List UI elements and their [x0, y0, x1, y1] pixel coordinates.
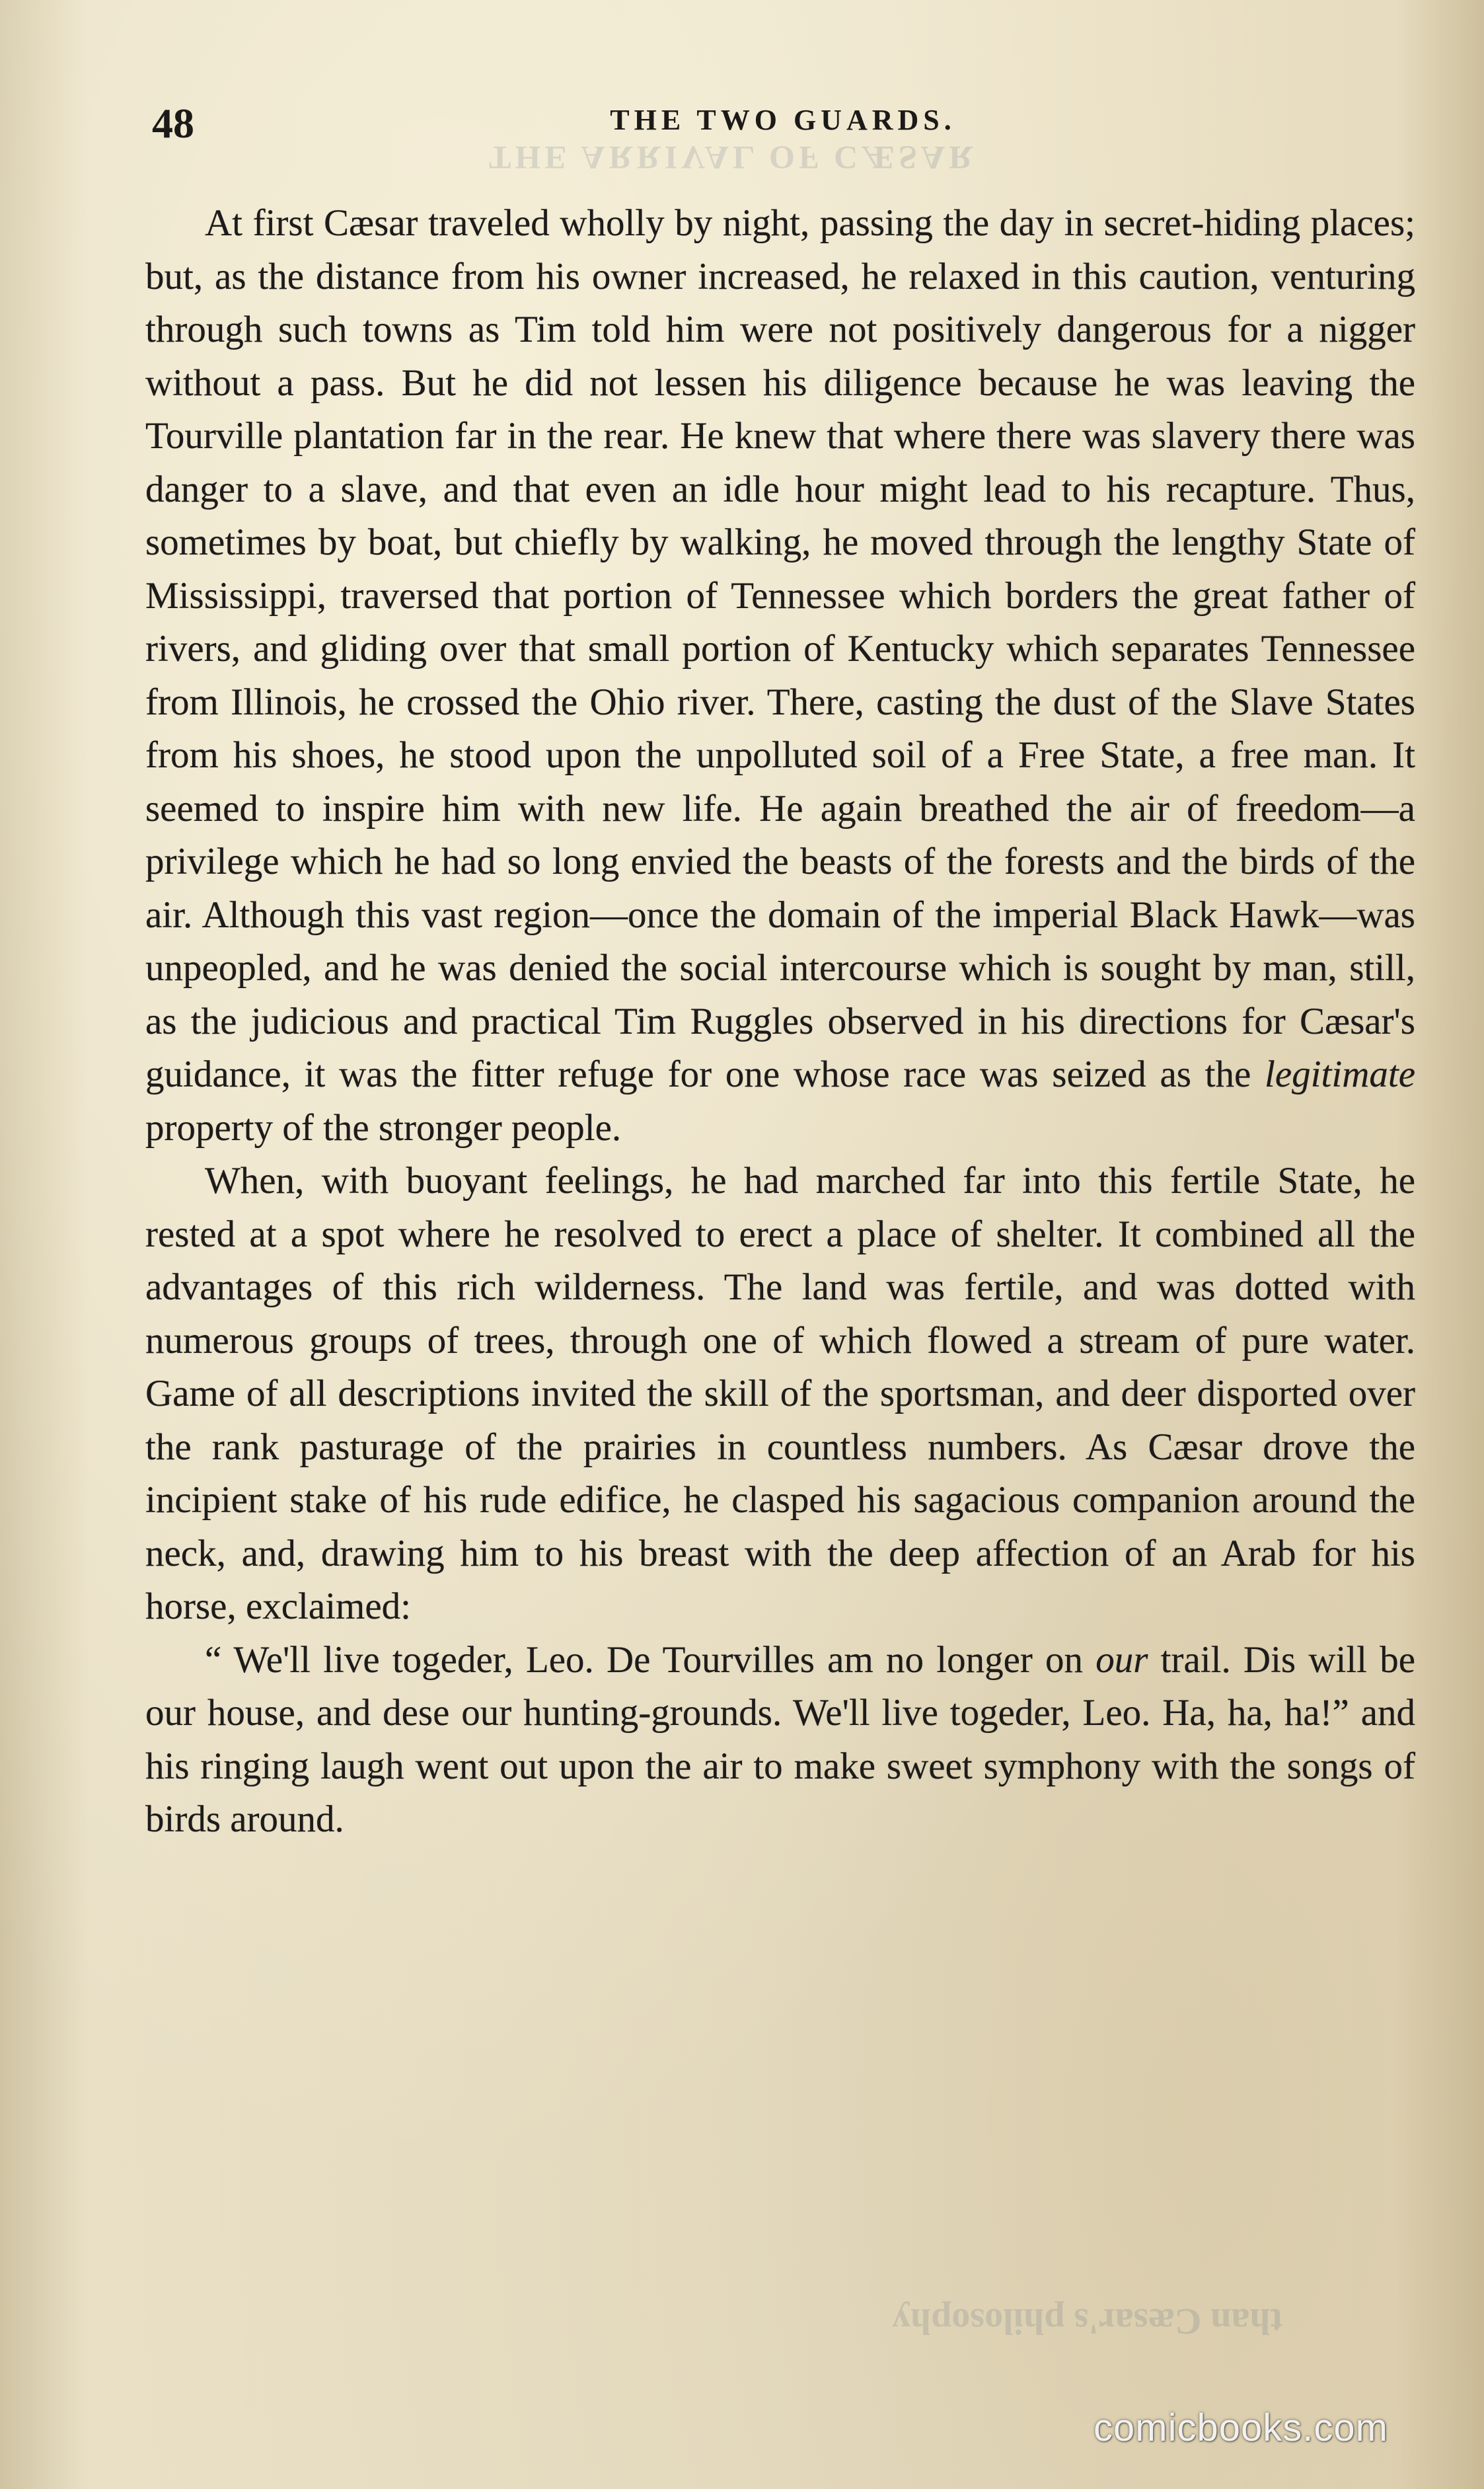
paragraph-1 [145, 197, 1415, 1155]
bleed-through-footer: than Cæsar's philosophy [892, 2301, 1283, 2342]
paragraph-1-text-end: property of the stronger people. [145, 1106, 622, 1149]
page-header [145, 99, 1421, 152]
site-watermark: comicbooks.com [1094, 2406, 1388, 2449]
paragraph-3-text: “ We'll live togeder, Leo. De Tourvilles am no longer on [205, 1638, 1096, 1681]
page-number: 48 [152, 100, 194, 147]
paragraph-3 [145, 1634, 1415, 1847]
paragraph-3-text-end: trail. Dis will be our house, and dese our hunting-grounds. We'll live togeder, Leo. Ha, ha, ha!” and his ringing laugh went out upon the air to make sweet symphony with the songs of birds around. [145, 1638, 1416, 1840]
paragraph-1-italic: legitimate [1265, 1053, 1415, 1095]
paragraph-1-text: At first Cæsar traveled wholly by night, passing the day in secret-hiding places; but, as the distance from his owner increased, he relaxed in this caution, venturing through such towns as Tim told him were not positively dangerous for a nigger without a pass. But he did not lessen his diligence because he was leaving the Tourville plantation far in the rear. He knew that where there was slavery there was danger to a slave, and that even an idle hour might lead to his recapture. Thus, sometimes by boat, but chiefly by walking, he moved through the lengthy State of Mississippi, traversed that portion of Tennessee which borders the great father of rivers, and gliding over that small portion of Kentucky which separates Tennessee from Illinois, he crossed the Ohio river. There, casting the dust of the Slave States from his shoes, he stood upon the unpolluted soil of a Free State, a free man. It seemed to inspire him with new life. He again breathed the air of freedom—a privilege which he had so long envied the beasts of the forests and the birds of the air. Although this vast region—once the domain of the imperial Black Hawk—was unpeopled, and he was denied the social intercourse which is sought by man, still, as the judicious and practical Tim Ruggles observed in his directions for Cæsar's guidance, it was the fitter refuge for one whose race was seized as the [145, 202, 1415, 1095]
running-title: THE TWO GUARDS. [610, 104, 956, 136]
paragraph-2-text: When, with buoyant feelings, he had marched far into this fertile State, he rested at a spot where he resolved to erect a place of shelter. It combined all the advantages of this rich wilderness. The land was fertile, and was dotted with numerous groups of trees, through one of which flowed a stream of pure water. Game of all descriptions invited the skill of the sportsman, and deer disported over the rank pasturage of the prairies in countless numbers. As Cæsar drove the incipient stake of his rude edifice, he clasped his sagacious companion around the neck, and, drawing him to his breast with the deep affection of an Arab for his horse, exclaimed: [145, 1160, 1415, 1627]
paragraph-2 [145, 1155, 1415, 1634]
body-text [145, 197, 1415, 1847]
paragraph-3-italic: our [1095, 1638, 1148, 1681]
bleed-through-heading: THE ARRIVAL OF CÆSAR [489, 139, 977, 176]
